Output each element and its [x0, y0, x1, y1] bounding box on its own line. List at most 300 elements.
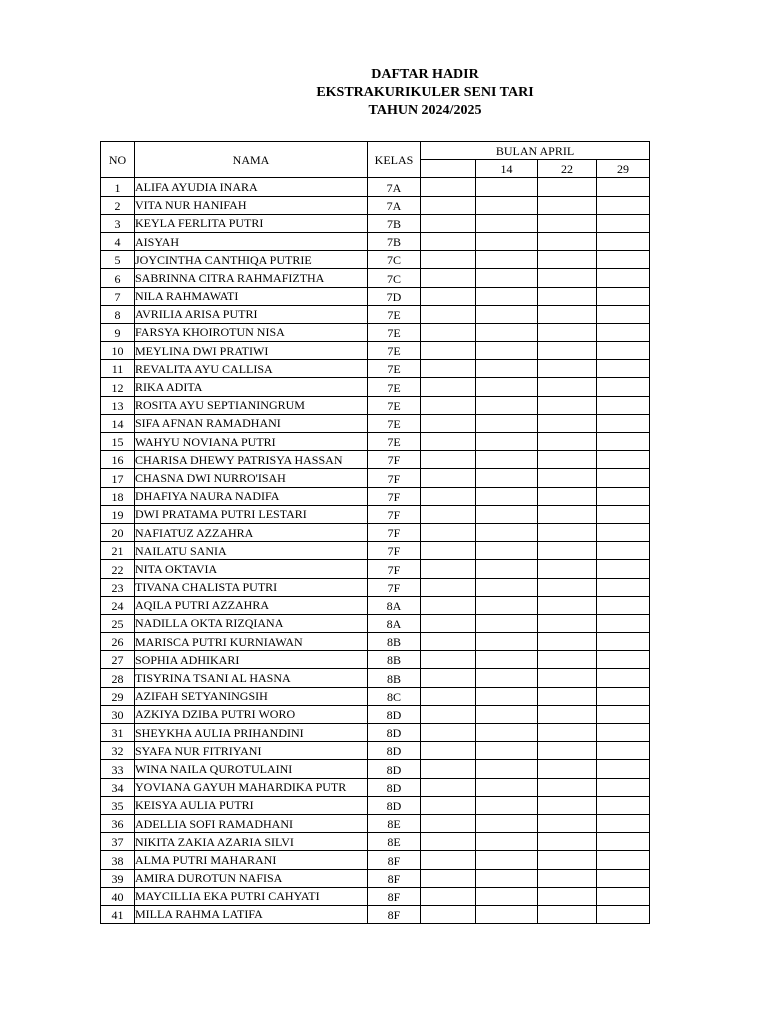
attendance-cell — [421, 742, 476, 760]
student-name: AVRILIA ARISA PUTRI — [135, 305, 368, 323]
attendance-cell — [476, 378, 538, 396]
attendance-cell — [538, 433, 597, 451]
attendance-cell — [421, 342, 476, 360]
row-number: 6 — [101, 269, 135, 287]
student-name: KEISYA AULIA PUTRI — [135, 796, 368, 814]
table-row — [101, 851, 650, 869]
attendance-cell — [538, 596, 597, 614]
student-name: NAFIATUZ AZZAHRA — [135, 523, 368, 541]
student-kelas: 7D — [368, 287, 421, 305]
attendance-cell — [597, 469, 650, 487]
attendance-cell — [421, 451, 476, 469]
attendance-cell — [476, 705, 538, 723]
attendance-cell — [476, 505, 538, 523]
attendance-cell — [476, 360, 538, 378]
table-row — [101, 724, 650, 742]
attendance-cell — [476, 851, 538, 869]
attendance-cell — [597, 451, 650, 469]
header-no: NO — [101, 142, 135, 178]
student-kelas: 8D — [368, 778, 421, 796]
attendance-cell — [538, 196, 597, 214]
student-kelas: 7A — [368, 178, 421, 196]
attendance-cell — [421, 596, 476, 614]
attendance-cell — [476, 651, 538, 669]
attendance-cell — [476, 742, 538, 760]
student-kelas: 8D — [368, 796, 421, 814]
student-kelas: 7B — [368, 214, 421, 232]
row-number: 4 — [101, 232, 135, 250]
student-kelas: 7E — [368, 360, 421, 378]
attendance-cell — [538, 669, 597, 687]
row-number: 28 — [101, 669, 135, 687]
attendance-cell — [476, 796, 538, 814]
attendance-cell — [597, 433, 650, 451]
attendance-cell — [421, 633, 476, 651]
row-number: 39 — [101, 869, 135, 887]
attendance-cell — [597, 505, 650, 523]
header-date-29: 29 — [597, 160, 650, 178]
attendance-cell — [476, 833, 538, 851]
attendance-cell — [421, 705, 476, 723]
table-row — [101, 596, 650, 614]
attendance-cell — [538, 869, 597, 887]
row-number: 33 — [101, 760, 135, 778]
student-name: NADILLA OKTA RIZQIANA — [135, 614, 368, 632]
row-number: 3 — [101, 214, 135, 232]
attendance-cell — [421, 724, 476, 742]
table-row — [101, 905, 650, 923]
table-row — [101, 542, 650, 560]
attendance-cell — [476, 251, 538, 269]
attendance-cell — [421, 323, 476, 341]
attendance-cell — [538, 651, 597, 669]
student-name: YOVIANA GAYUH MAHARDIKA PUTR — [135, 778, 368, 796]
student-name: MEYLINA DWI PRATIWI — [135, 342, 368, 360]
attendance-cell — [421, 487, 476, 505]
student-name: WAHYU NOVIANA PUTRI — [135, 433, 368, 451]
table-row — [101, 305, 650, 323]
student-kelas: 8D — [368, 705, 421, 723]
student-name: NIKITA ZAKIA AZARIA SILVI — [135, 833, 368, 851]
student-name: CHARISA DHEWY PATRISYA HASSAN — [135, 451, 368, 469]
student-name: ADELLIA SOFI RAMADHANI — [135, 814, 368, 832]
attendance-cell — [597, 323, 650, 341]
attendance-cell — [597, 523, 650, 541]
attendance-cell — [476, 451, 538, 469]
student-name: KEYLA FERLITA PUTRI — [135, 214, 368, 232]
attendance-cell — [538, 833, 597, 851]
attendance-cell — [597, 196, 650, 214]
attendance-cell — [538, 451, 597, 469]
attendance-cell — [421, 523, 476, 541]
table-row — [101, 796, 650, 814]
attendance-cell — [421, 196, 476, 214]
attendance-cell — [421, 669, 476, 687]
attendance-cell — [421, 232, 476, 250]
attendance-cell — [476, 596, 538, 614]
row-number: 15 — [101, 433, 135, 451]
title-line-daftar-hadir: DAFTAR HADIR — [371, 67, 479, 82]
attendance-cell — [597, 814, 650, 832]
student-name: AQILA PUTRI AZZAHRA — [135, 596, 368, 614]
student-name: CHASNA DWI NURRO'ISAH — [135, 469, 368, 487]
row-number: 31 — [101, 724, 135, 742]
attendance-cell — [476, 633, 538, 651]
student-kelas: 8B — [368, 633, 421, 651]
student-name: SOPHIA ADHIKARI — [135, 651, 368, 669]
attendance-cell — [421, 542, 476, 560]
attendance-cell — [597, 905, 650, 923]
document-title — [0, 66, 768, 120]
attendance-cell — [538, 323, 597, 341]
student-kelas: 8F — [368, 851, 421, 869]
attendance-cell — [538, 178, 597, 196]
attendance-cell — [476, 578, 538, 596]
attendance-cell — [597, 887, 650, 905]
attendance-cell — [597, 869, 650, 887]
header-date-22: 22 — [538, 160, 597, 178]
attendance-cell — [421, 414, 476, 432]
attendance-cell — [421, 614, 476, 632]
attendance-cell — [538, 614, 597, 632]
table-row — [101, 287, 650, 305]
student-kelas: 8D — [368, 724, 421, 742]
student-kelas: 8D — [368, 760, 421, 778]
row-number: 11 — [101, 360, 135, 378]
header-nama: NAMA — [135, 142, 368, 178]
student-kelas: 7F — [368, 469, 421, 487]
table-row — [101, 378, 650, 396]
attendance-cell — [476, 433, 538, 451]
attendance-cell — [597, 796, 650, 814]
attendance-cell — [538, 305, 597, 323]
student-name: MARISCA PUTRI KURNIAWAN — [135, 633, 368, 651]
attendance-cell — [476, 778, 538, 796]
attendance-cell — [597, 342, 650, 360]
attendance-cell — [538, 560, 597, 578]
row-number: 2 — [101, 196, 135, 214]
row-number: 36 — [101, 814, 135, 832]
attendance-cell — [538, 887, 597, 905]
student-name: DHAFIYA NAURA NADIFA — [135, 487, 368, 505]
student-name: JOYCINTHA CANTHIQA PUTRIE — [135, 251, 368, 269]
student-name: VITA NUR HANIFAH — [135, 196, 368, 214]
attendance-cell — [597, 214, 650, 232]
attendance-cell — [597, 724, 650, 742]
student-name: NITA OKTAVIA — [135, 560, 368, 578]
attendance-cell — [538, 287, 597, 305]
row-number: 14 — [101, 414, 135, 432]
attendance-cell — [538, 851, 597, 869]
table-row — [101, 578, 650, 596]
attendance-cell — [538, 814, 597, 832]
attendance-cell — [538, 796, 597, 814]
attendance-cell — [597, 687, 650, 705]
attendance-cell — [538, 378, 597, 396]
student-kelas: 7F — [368, 487, 421, 505]
row-number: 21 — [101, 542, 135, 560]
attendance-cell — [597, 360, 650, 378]
attendance-cell — [421, 269, 476, 287]
student-name: AZKIYA DZIBA PUTRI WORO — [135, 705, 368, 723]
student-kelas: 7B — [368, 232, 421, 250]
row-number: 17 — [101, 469, 135, 487]
row-number: 10 — [101, 342, 135, 360]
attendance-cell — [421, 251, 476, 269]
row-number: 12 — [101, 378, 135, 396]
table-row — [101, 232, 650, 250]
row-number: 13 — [101, 396, 135, 414]
attendance-cell — [421, 651, 476, 669]
attendance-cell — [421, 578, 476, 596]
table-row — [101, 360, 650, 378]
row-number: 25 — [101, 614, 135, 632]
student-kelas: 8C — [368, 687, 421, 705]
table-row — [101, 560, 650, 578]
attendance-cell — [421, 687, 476, 705]
attendance-cell — [421, 851, 476, 869]
attendance-cell — [597, 269, 650, 287]
attendance-cell — [538, 724, 597, 742]
attendance-cell — [597, 232, 650, 250]
attendance-cell — [538, 705, 597, 723]
row-number: 16 — [101, 451, 135, 469]
student-kelas: 7F — [368, 523, 421, 541]
title-line-ekstrakurikuler: EKSTRAKURIKULER SENI TARI — [316, 85, 534, 100]
attendance-cell — [476, 305, 538, 323]
attendance-cell — [538, 269, 597, 287]
attendance-cell — [476, 814, 538, 832]
attendance-cell — [597, 614, 650, 632]
attendance-cell — [476, 342, 538, 360]
table-row — [101, 633, 650, 651]
student-kelas: 8D — [368, 742, 421, 760]
attendance-cell — [538, 905, 597, 923]
table-row — [101, 869, 650, 887]
attendance-cell — [538, 251, 597, 269]
attendance-cell — [538, 760, 597, 778]
row-number: 5 — [101, 251, 135, 269]
attendance-cell — [597, 833, 650, 851]
student-kelas: 7E — [368, 414, 421, 432]
attendance-cell — [597, 305, 650, 323]
attendance-cell — [476, 760, 538, 778]
attendance-cell — [597, 669, 650, 687]
attendance-cell — [597, 178, 650, 196]
attendance-cell — [421, 905, 476, 923]
row-number: 22 — [101, 560, 135, 578]
attendance-cell — [476, 178, 538, 196]
attendance-cell — [538, 214, 597, 232]
attendance-cell — [597, 287, 650, 305]
attendance-cell — [597, 378, 650, 396]
table-row — [101, 342, 650, 360]
table-row — [101, 414, 650, 432]
row-number: 9 — [101, 323, 135, 341]
row-number: 19 — [101, 505, 135, 523]
student-kelas: 8E — [368, 814, 421, 832]
attendance-cell — [476, 887, 538, 905]
attendance-cell — [538, 523, 597, 541]
attendance-cell — [597, 560, 650, 578]
student-name: DWI PRATAMA PUTRI LESTARI — [135, 505, 368, 523]
attendance-cell — [538, 342, 597, 360]
row-number: 20 — [101, 523, 135, 541]
student-kelas: 7F — [368, 560, 421, 578]
row-number: 37 — [101, 833, 135, 851]
attendance-cell — [538, 633, 597, 651]
student-name: FARSYA KHOIROTUN NISA — [135, 323, 368, 341]
student-kelas: 8F — [368, 887, 421, 905]
student-kelas: 7F — [368, 578, 421, 596]
student-name: AISYAH — [135, 232, 368, 250]
attendance-cell — [597, 651, 650, 669]
table-row — [101, 705, 650, 723]
student-kelas: 7E — [368, 342, 421, 360]
attendance-cell — [538, 396, 597, 414]
student-kelas: 8E — [368, 833, 421, 851]
attendance-cell — [597, 742, 650, 760]
student-name: AZIFAH SETYANINGSIH — [135, 687, 368, 705]
student-name: SABRINNA CITRA RAHMAFIZTHA — [135, 269, 368, 287]
table-row — [101, 178, 650, 196]
attendance-cell — [476, 323, 538, 341]
attendance-cell — [421, 814, 476, 832]
student-name: SIFA AFNAN RAMADHANI — [135, 414, 368, 432]
attendance-cell — [476, 542, 538, 560]
attendance-cell — [421, 760, 476, 778]
attendance-cell — [597, 705, 650, 723]
row-number: 40 — [101, 887, 135, 905]
attendance-cell — [421, 433, 476, 451]
attendance-cell — [476, 414, 538, 432]
attendance-cell — [538, 414, 597, 432]
header-kelas: KELAS — [368, 142, 421, 178]
table-row — [101, 651, 650, 669]
attendance-cell — [421, 833, 476, 851]
table-row — [101, 487, 650, 505]
attendance-cell — [421, 178, 476, 196]
student-kelas: 7F — [368, 451, 421, 469]
student-name: AMIRA DUROTUN NAFISA — [135, 869, 368, 887]
attendance-cell — [421, 305, 476, 323]
row-number: 23 — [101, 578, 135, 596]
attendance-cell — [476, 560, 538, 578]
attendance-cell — [597, 851, 650, 869]
attendance-cell — [476, 614, 538, 632]
student-name: SYAFA NUR FITRIYANI — [135, 742, 368, 760]
attendance-cell — [538, 232, 597, 250]
row-number: 27 — [101, 651, 135, 669]
student-kelas: 8F — [368, 905, 421, 923]
table-row — [101, 214, 650, 232]
student-kelas: 7E — [368, 323, 421, 341]
table-row — [101, 778, 650, 796]
student-kelas: 7F — [368, 542, 421, 560]
attendance-cell — [538, 542, 597, 560]
attendance-cell — [476, 523, 538, 541]
attendance-cell — [476, 905, 538, 923]
attendance-cell — [538, 360, 597, 378]
attendance-cell — [597, 778, 650, 796]
student-name: RIKA ADITA — [135, 378, 368, 396]
attendance-cell — [476, 869, 538, 887]
row-number: 29 — [101, 687, 135, 705]
student-kelas: 8A — [368, 596, 421, 614]
student-kelas: 7F — [368, 505, 421, 523]
student-kelas: 7A — [368, 196, 421, 214]
row-number: 1 — [101, 178, 135, 196]
header-date-14: 14 — [476, 160, 538, 178]
row-number: 41 — [101, 905, 135, 923]
attendance-cell — [476, 287, 538, 305]
attendance-cell — [538, 505, 597, 523]
attendance-cell — [538, 687, 597, 705]
table-row — [101, 687, 650, 705]
header-bulan-april: BULAN APRIL — [421, 142, 650, 160]
attendance-cell — [476, 396, 538, 414]
attendance-cell — [597, 633, 650, 651]
table-row — [101, 451, 650, 469]
attendance-cell — [597, 414, 650, 432]
attendance-cell — [538, 469, 597, 487]
student-kelas: 8F — [368, 869, 421, 887]
student-name: SHEYKHA AULIA PRIHANDINI — [135, 724, 368, 742]
table-row — [101, 196, 650, 214]
table-row — [101, 396, 650, 414]
attendance-cell — [476, 724, 538, 742]
attendance-cell — [421, 469, 476, 487]
table-row — [101, 614, 650, 632]
student-name: ALMA PUTRI MAHARANI — [135, 851, 368, 869]
attendance-cell — [597, 596, 650, 614]
student-name: NILA RAHMAWATI — [135, 287, 368, 305]
title-line-tahun: TAHUN 2024/2025 — [368, 103, 482, 118]
student-name: NAILATU SANIA — [135, 542, 368, 560]
student-kelas: 8A — [368, 614, 421, 632]
header-date-blank — [421, 160, 476, 178]
attendance-cell — [421, 287, 476, 305]
attendance-cell — [597, 396, 650, 414]
student-kelas: 7E — [368, 378, 421, 396]
attendance-cell — [476, 487, 538, 505]
table-row — [101, 833, 650, 851]
student-name: TIVANA CHALISTA PUTRI — [135, 578, 368, 596]
student-name: REVALITA AYU CALLISA — [135, 360, 368, 378]
student-name: ROSITA AYU SEPTIANINGRUM — [135, 396, 368, 414]
attendance-cell — [421, 778, 476, 796]
attendance-cell — [476, 196, 538, 214]
table-row — [101, 742, 650, 760]
attendance-cell — [538, 778, 597, 796]
attendance-cell — [476, 269, 538, 287]
student-kelas: 8B — [368, 669, 421, 687]
attendance-cell — [421, 887, 476, 905]
row-number: 24 — [101, 596, 135, 614]
row-number: 32 — [101, 742, 135, 760]
row-number: 38 — [101, 851, 135, 869]
table-row — [101, 760, 650, 778]
table-row — [101, 887, 650, 905]
student-name: MAYCILLIA EKA PUTRI CAHYATI — [135, 887, 368, 905]
student-kelas: 8B — [368, 651, 421, 669]
student-name: WINA NAILA QUROTULAINI — [135, 760, 368, 778]
table-row — [101, 523, 650, 541]
attendance-cell — [538, 578, 597, 596]
student-name: ALIFA AYUDIA INARA — [135, 178, 368, 196]
attendance-cell — [421, 378, 476, 396]
attendance-table — [100, 141, 650, 924]
